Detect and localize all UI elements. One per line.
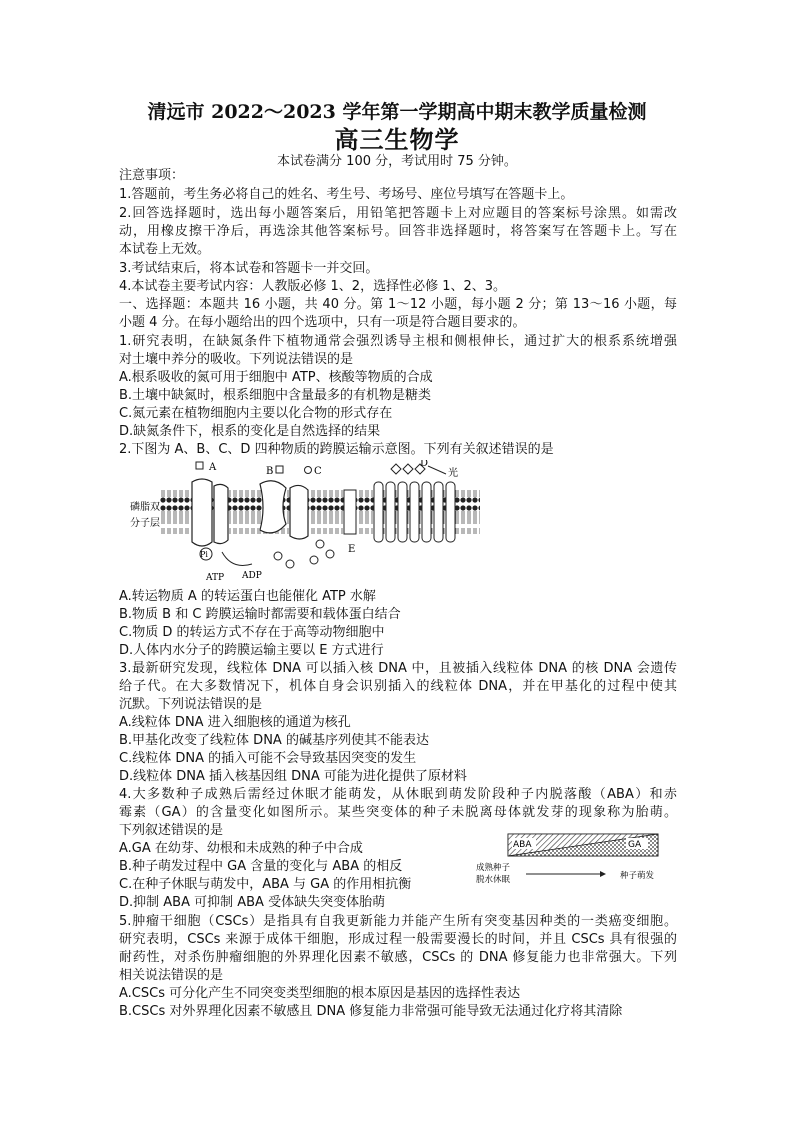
q4-stem-cont: 下列叙述错误的是 — [119, 823, 224, 838]
svg-text:ATP: ATP — [206, 573, 225, 583]
notice-item-4: 4.本试卷主要考试内容：人教版必修 1、2，选择性必修 1、2、3。 — [119, 279, 507, 294]
notice-item-2-cont: 动，用橡皮擦干净后，再选涂其他答案标号。回答非选择题时，将答案写在答题卡上。写在 — [119, 224, 677, 239]
notice-item-2: 2.回答选择题时，选出每小题答案后，用铅笔把答题卡上对应题目的答案标号涂黑。如需改 — [119, 206, 677, 221]
q5-option-b: B.CSCs 对外界理化因素不敏感且 DNA 修复能力非常强可能导致无法通过化疗将其清除 — [119, 1004, 623, 1019]
svg-text:ADP: ADP — [242, 571, 262, 581]
channel-e — [344, 490, 356, 534]
atp-arrow — [222, 552, 252, 566]
svg-text:GA: GA — [628, 840, 642, 850]
q5-stem-cont: 耐药性，对杀伤肿瘤细胞的外界理化因素不敏感，CSCs 的 DNA 修复能力也非常强大。下列 — [119, 950, 677, 965]
q2-option-d: D.人体内水分子的跨膜运输主要以 E 方式进行 — [119, 643, 384, 658]
svg-text:E: E — [348, 544, 356, 555]
protein-d-light-pump — [374, 482, 455, 542]
exam-info: 本试卷满分 100 分，考试用时 75 分钟。 — [277, 154, 517, 169]
q1-stem-cont: 对土壤中养分的吸收。下列说法错误的是 — [119, 352, 354, 367]
notice-item-2-cont: 本试卷上无效。 — [119, 242, 211, 257]
svg-text:Pi: Pi — [200, 550, 208, 559]
svg-text:ABA: ABA — [513, 840, 532, 850]
notice-heading: 注意事项： — [119, 168, 185, 183]
protein-a-carrier — [192, 479, 212, 546]
q5-stem-cont: 相关说法错误的是 — [119, 968, 224, 983]
svg-text:种子萌发: 种子萌发 — [620, 871, 655, 881]
svg-text:分子层: 分子层 — [130, 518, 160, 529]
q1-stem: 1.研究表明，在缺氮条件下植物通常会强烈诱导主根和侧根伸长，通过扩大的根系系统增强 — [119, 334, 677, 349]
q4-option-d: D.抑制 ABA 可抑制 ABA 受体缺失突变体胎萌 — [119, 895, 386, 910]
q3-option-b: B.甲基化改变了线粒体 DNA 的碱基序列使其不能表达 — [119, 733, 429, 748]
q3-stem-cont: 给子代。在大多数情况下，机体自身会识别插入的线粒体 DNA，并在甲基化的过程中使其 — [119, 679, 677, 694]
q3-stem: 3.最新研究发现，线粒体 DNA 可以插入核 DNA 中，且被插入线粒体 DNA 的核 DNA 会遗传 — [119, 661, 677, 676]
q1-option-c: C.氮元素在植物细胞内主要以化合物的形式存在 — [119, 406, 393, 421]
exam-title: 清远市 2022～2023 学年第一学期高中期末教学质量检测 — [147, 101, 647, 123]
protein-c-carrier — [290, 485, 308, 539]
q1-option-a: A.根系吸收的氮可用于细胞中 ATP、核酸等物质的合成 — [119, 370, 433, 385]
section-heading: 一、选择题：本题共 16 小题，共 40 分。第 1～12 小题，每小题 2 分；第 13～16 小题，每 — [119, 297, 677, 312]
substance-a-symbol — [196, 462, 203, 469]
svg-text:B: B — [266, 466, 274, 477]
subject-title: 高三生物学 — [334, 125, 460, 154]
svg-text:磷脂双: 磷脂双 — [130, 502, 160, 513]
q3-option-c: C.线粒体 DNA 的插入可能不会导致基因突变的发生 — [119, 751, 417, 766]
q3-option-d: D.线粒体 DNA 插入核基因组 DNA 可能为进化提供了原材料 — [119, 769, 467, 784]
section-heading-cont: 小题 4 分。在每小题给出的四个选项中，只有一项是符合题目要求的。 — [119, 315, 526, 330]
substance-d-symbol — [403, 464, 413, 474]
q4-option-a: A.GA 在幼芽、幼根和未成熟的种子中合成 — [119, 841, 363, 856]
protein-b-carrier — [260, 481, 286, 533]
q4-stem-cont: 霉素（GA）的含量变化如图所示。某些突变体的种子未脱离母体就发芽的现象称为胎萌。 — [119, 805, 677, 820]
svg-text:光: 光 — [448, 468, 458, 479]
q2-option-c: C.物质 D 的转运方式不存在于高等动物细胞中 — [119, 625, 385, 640]
aba-ga-figure — [470, 832, 670, 892]
notice-item-3: 3.考试结束后，将本试卷和答题卡一并交回。 — [119, 261, 379, 276]
svg-text:D: D — [420, 460, 429, 469]
q4-stem: 4.大多数种子成熟后需经过休眠才能萌发，从休眠到萌发阶段种子内脱落酸（ABA）和赤 — [119, 787, 677, 802]
notice-item-1: 1.答题前，考生务必将自己的姓名、考生号、考场号、座位号填写在答题卡上。 — [119, 187, 574, 202]
svg-text:A: A — [209, 462, 217, 473]
q5-option-a: A.CSCs 可分化产生不同突变类型细胞的根本原因是基因的选择性表达 — [119, 986, 521, 1001]
q5-stem-cont: 研究表明，CSCs 来源于成体干细胞，形成过程一般需要漫长的时间，并且 CSCs 具有很强的 — [119, 932, 677, 947]
membrane-transport-figure — [130, 460, 480, 585]
q4-option-c: C.在种子休眠与萌发中，ABA 与 GA 的作用相抗衡 — [119, 877, 412, 892]
q5-stem: 5.肿瘤干细胞（CSCs）是指具有自我更新能力并能产生所有突变基因种类的一类癌变细胞。 — [119, 914, 677, 929]
q3-stem-cont: 沉默。下列说法错误的是 — [119, 697, 263, 712]
q2-option-a: A.转运物质 A 的转运蛋白也能催化 ATP 水解 — [119, 589, 376, 604]
q2-option-b: B.物质 B 和 C 跨膜运输时都需要和载体蛋白结合 — [119, 607, 401, 622]
q1-option-b: B.土壤中缺氮时，根系细胞中含量最多的有机物是糖类 — [119, 388, 432, 403]
substance-c-symbol — [305, 467, 312, 474]
q1-option-d: D.缺氮条件下，根系的变化是自然选择的结果 — [119, 424, 381, 439]
substance-b-symbol — [276, 466, 283, 473]
q2-stem: 2.下图为 A、B、C、D 四种物质的跨膜运输示意图。下列有关叙述错误的是 — [119, 442, 554, 457]
svg-text:脱水休眠: 脱水休眠 — [476, 875, 511, 885]
svg-text:成熟种子: 成熟种子 — [476, 863, 511, 873]
svg-text:C: C — [314, 466, 322, 477]
q3-option-a: A.线粒体 DNA 进入细胞核的通道为核孔 — [119, 715, 351, 730]
q4-option-b: B.种子萌发过程中 GA 含量的变化与 ABA 的相反 — [119, 859, 403, 874]
